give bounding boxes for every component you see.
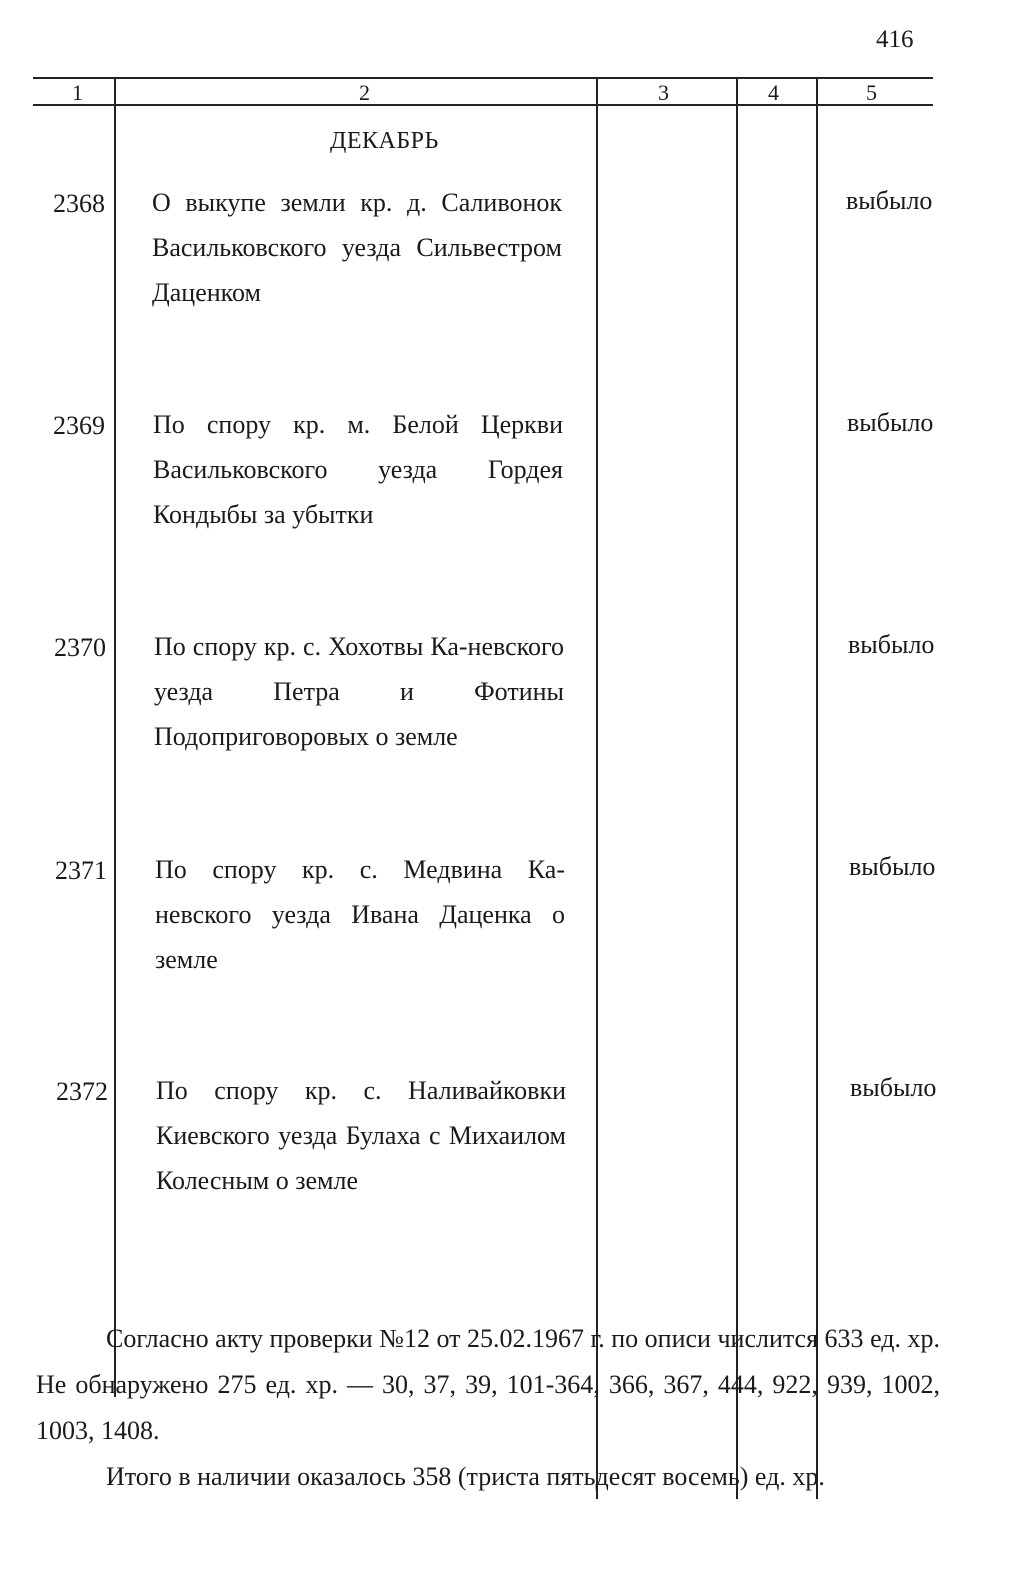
column-header-2: 2: [359, 80, 370, 105]
act-note: Согласно акту проверки №12 от 25.02.1967 г. по описи числится 633 ед. хр. Не обнаружено 275 ед. хр. — 30, 37, 39, 101-364, 366, 367, 444, 922, 939, 1002, 1003, 1408.: [36, 1324, 940, 1445]
column-rule-1: [114, 77, 116, 1397]
entry-description: О выкупе земли кр. д. Саливонок Васильковского уезда Сильвестром Даценком: [152, 188, 562, 307]
column-header-1: 1: [72, 80, 83, 105]
entry-description: По спору кр. с. Хохотвы Ка-невского уезда Петра и Фотины Подоприговоровых о земле: [154, 632, 564, 751]
entry-status: выбыло: [849, 852, 936, 881]
entry-description: По спору кр. с. Наливайковки Киевского уезда Булаха с Михаилом Колесным о земле: [156, 1076, 566, 1195]
table-top-rule: [33, 77, 933, 79]
column-header-4: 4: [768, 80, 779, 105]
column-header-5: 5: [866, 80, 877, 105]
column-rule-4: [816, 77, 818, 1499]
column-rule-3: [736, 77, 738, 1499]
column-header-3: 3: [658, 80, 669, 105]
total-note: Итого в наличии оказалось 358 (триста пятьдесят восемь) ед. хр.: [106, 1462, 825, 1491]
entry-status: выбыло: [847, 408, 934, 437]
entry-number: 2371: [55, 856, 107, 885]
entry-status: выбыло: [848, 630, 935, 659]
entry-number: 2370: [54, 633, 106, 662]
entry-number: 2372: [56, 1077, 108, 1106]
entry-number: 2369: [53, 411, 105, 440]
entry-status: выбыло: [850, 1073, 937, 1102]
entry-description: По спору кр. с. Медвина Ка-невского уезда Ивана Даценка о земле: [155, 855, 565, 974]
page-number: 416: [876, 26, 914, 53]
table-header-rule: [33, 104, 933, 106]
entry-status: выбыло: [846, 186, 933, 215]
entry-number: 2368: [53, 189, 105, 218]
entry-description: По спору кр. м. Белой Церкви Васильковского уезда Гордея Кондыбы за убытки: [153, 410, 563, 529]
section-title: ДЕКАБРЬ: [330, 128, 439, 154]
column-rule-2: [596, 77, 598, 1499]
